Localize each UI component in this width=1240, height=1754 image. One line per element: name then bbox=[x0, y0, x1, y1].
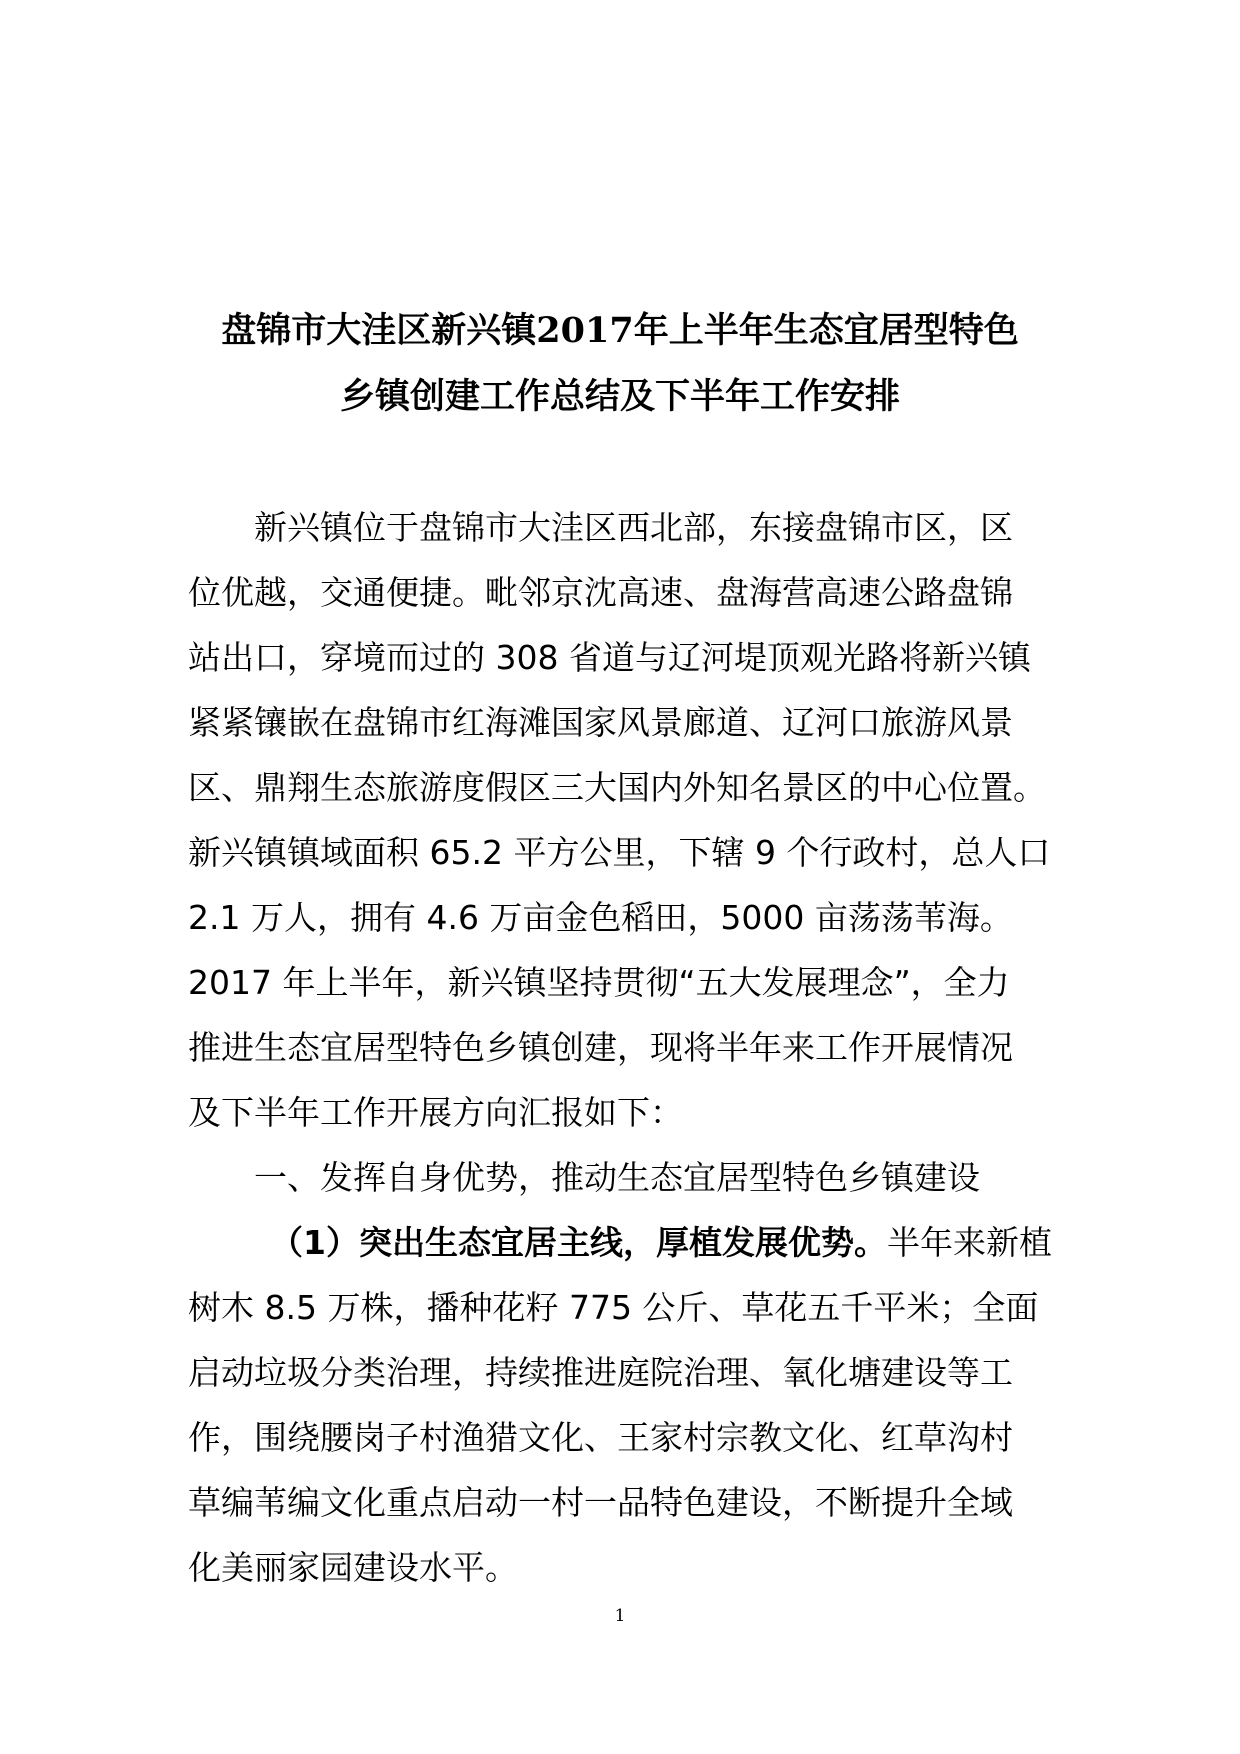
intro-line-7: 2.1 万人，拥有 4.6 万亩金色稻田，5000 亩荡荡苇海。 bbox=[188, 898, 1013, 937]
subsection-lead: （1）突出生态宜居主线，厚植发展优势。 bbox=[270, 1223, 887, 1262]
document-body bbox=[188, 495, 1058, 1600]
title-line-2: 乡镇创建工作总结及下半年工作安排 bbox=[339, 376, 900, 417]
intro-line-4: 紧紧镶嵌在盘锦市红海滩国家风景廊道、辽河口旅游风景 bbox=[188, 703, 1013, 742]
intro-line-6: 新兴镇镇域面积 65.2 平方公里，下辖 9 个行政村，总人口 bbox=[188, 833, 1051, 872]
page-number: 1 bbox=[614, 1606, 626, 1626]
intro-line-8: 2017 年上半年，新兴镇坚持贯彻“五大发展理念”，全力 bbox=[188, 963, 1010, 1002]
subsection-line-2: 树木 8.5 万株，播种花籽 775 公斤、草花五千平米；全面 bbox=[188, 1288, 1039, 1327]
subsection-first-line bbox=[188, 1210, 1058, 1275]
section-heading: 一、发挥自身优势，推动生态宜居型特色乡镇建设 bbox=[254, 1158, 980, 1197]
subsection-line-3: 启动垃圾分类治理，持续推进庭院治理、氧化塘建设等工 bbox=[188, 1353, 1013, 1392]
intro-line-1: 新兴镇位于盘锦市大洼区西北部，东接盘锦市区，区 bbox=[254, 508, 1013, 547]
subsection-first-line-rest: 半年来新植 bbox=[886, 1223, 1052, 1262]
intro-line-2: 位优越，交通便捷。毗邻京沈高速、盘海营高速公路盘锦 bbox=[188, 573, 1013, 612]
subsection-line-5: 草编苇编文化重点启动一村一品特色建设，不断提升全域 bbox=[188, 1483, 1013, 1522]
document-title bbox=[120, 298, 1120, 430]
subsection-line-4: 作，围绕腰岗子村渔猎文化、王家村宗教文化、红草沟村 bbox=[188, 1418, 1013, 1457]
title-line-1: 盘锦市大洼区新兴镇2017年上半年生态宜居型特色 bbox=[221, 310, 1019, 351]
intro-line-10: 及下半年工作开展方向汇报如下： bbox=[188, 1093, 683, 1132]
intro-line-5: 区、鼎翔生态旅游度假区三大国内外知名景区的中心位置。 bbox=[188, 768, 1046, 807]
intro-line-3: 站出口，穿境而过的 308 省道与辽河堤顶观光路将新兴镇 bbox=[188, 638, 1031, 677]
subsection-line-6: 化美丽家园建设水平。 bbox=[188, 1548, 518, 1587]
intro-line-9: 推进生态宜居型特色乡镇创建，现将半年来工作开展情况 bbox=[188, 1028, 1013, 1067]
